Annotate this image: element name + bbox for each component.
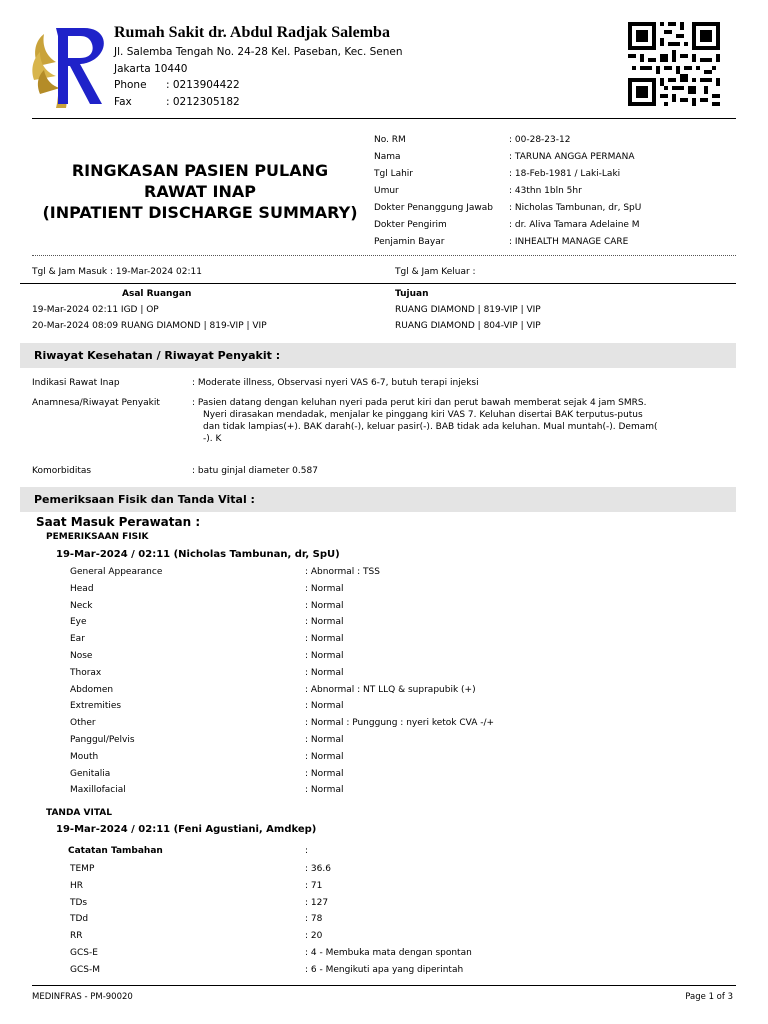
pemeriksaan-header-text: Pemeriksaan Fisik dan Tanda Vital : — [34, 493, 255, 506]
tanda-vital-date: 19-Mar-2024 / 02:11 (Feni Agustiani, Amdkep) — [56, 824, 317, 835]
riwayat-section-header — [20, 343, 736, 368]
vital-item-label: RR — [70, 931, 83, 942]
vital-item-label: GCS-E — [70, 948, 98, 958]
komorbid-value: : batu ginjal diameter 0.587 — [192, 466, 318, 476]
document-title — [30, 160, 370, 223]
vital-item-label: TDd — [70, 914, 89, 925]
vital-item-value: : 36.6 — [305, 864, 331, 874]
fisik-item-value: : Normal : Punggung : nyeri ketok CVA -/+ — [305, 718, 495, 729]
title-line1: RINGKASAN PASIEN PULANG — [71, 161, 329, 180]
hospital-phone-row — [114, 77, 514, 94]
patient-payer-value: : INHEALTH MANAGE CARE — [509, 237, 629, 247]
fisik-item-value: : Normal — [305, 667, 344, 678]
komorbid-label: Komorbiditas — [32, 466, 92, 476]
catatan-tambahan-value: : — [305, 846, 309, 856]
fisik-item-value: : Normal — [305, 701, 344, 712]
tujuan-row-2: RUANG DIAMOND | 804-VIP | VIP — [395, 321, 541, 331]
footer-page-number: Page 1 of 3 — [685, 992, 733, 1002]
patient-name-label: Nama — [374, 152, 401, 162]
patient-dob-value: : 18-Feb-1981 / Laki-Laki — [509, 169, 621, 179]
anamnesa-line-3: dan tidak lampias(+). BAK darah(-), keluar pasir(-). BAB tidak ada keluhan. Mual muntah(-). Demam( — [203, 422, 658, 432]
tujuan-row-1: RUANG DIAMOND | 819-VIP | VIP — [395, 305, 541, 315]
fisik-item-label: Neck — [70, 600, 93, 611]
anamnesa-line-4: -). K — [203, 434, 222, 444]
vital-list — [70, 864, 720, 982]
fisik-item-label: Mouth — [70, 751, 99, 762]
fisik-item-label: Panggul/Pelvis — [70, 735, 135, 745]
fisik-item-label: Thorax — [70, 667, 102, 678]
catatan-tambahan-label: Catatan Tambahan — [68, 846, 163, 856]
fisik-item-value: : Normal — [305, 768, 344, 779]
patient-rm-label: No. RM — [374, 135, 406, 145]
saat-masuk-heading: Saat Masuk Perawatan : — [36, 515, 201, 529]
phone-value: : 0213904422 — [166, 79, 240, 91]
footer-divider — [32, 985, 736, 986]
fisik-item-value: : Abnormal : TSS — [305, 567, 380, 577]
vital-item-label: TEMP — [70, 864, 95, 874]
fax-value: : 0212305182 — [166, 95, 240, 108]
fisik-item-value: : Normal — [305, 583, 344, 594]
patient-age-label: Umur — [374, 186, 399, 196]
vital-item-value: : 78 — [305, 914, 323, 925]
fisik-item-value: : Normal — [305, 735, 344, 745]
patient-age-value: : 43thn 1bln 5hr — [509, 186, 582, 196]
fisik-item-value: : Normal — [305, 751, 344, 762]
tujuan-header: Tujuan — [395, 289, 429, 299]
vital-item-value: : 6 - Mengikuti apa yang diperintah — [305, 964, 464, 975]
dotted-divider — [32, 255, 736, 256]
vital-item-label: HR — [70, 880, 84, 891]
fisik-item-label: Maxillofacial — [70, 785, 126, 796]
fisik-item-value: : Normal — [305, 651, 344, 661]
hospital-fax-row — [114, 94, 514, 111]
fisik-item-label: Abdomen — [70, 684, 114, 695]
asal-row-2: 20-Mar-2024 08:09 RUANG DIAMOND | 819-VIP | VIP — [32, 321, 267, 331]
footer-form-code: MEDINFRAS - PM-90020 — [32, 992, 133, 1002]
vital-item-value: : 127 — [305, 897, 329, 908]
patient-payer-label: Penjamin Bayar — [374, 237, 445, 247]
title-line2: RAWAT INAP — [144, 182, 256, 201]
fisik-item-value: : Normal — [305, 617, 344, 628]
fisik-item-label: Head — [70, 583, 94, 594]
admission-out: Tgl & Jam Keluar : — [395, 267, 476, 277]
fisik-item-label: Eye — [70, 617, 87, 628]
fisik-item-label: Ear — [70, 634, 85, 645]
admission-divider — [20, 283, 736, 284]
hospital-address-line1: Jl. Salemba Tengah No. 24-28 Kel. Paseban, Kec. Senen — [114, 46, 403, 58]
fisik-item-value: : Normal — [305, 600, 344, 611]
fisik-item-label: Genitalia — [70, 768, 111, 779]
anamnesa-line-1: : Pasien datang dengan keluhan nyeri pada perut kiri dan perut bawah memberat sejak 4 jam SMRS. — [192, 398, 647, 408]
patient-dpjp-label: Dokter Penanggung Jawab — [374, 203, 494, 213]
patient-dpjp-value: : Nicholas Tambunan, dr, SpU — [509, 203, 642, 213]
indikasi-value: : Moderate illness, Observasi nyeri VAS 6-7, butuh terapi injeksi — [192, 378, 479, 388]
fisik-item-label: Extremities — [70, 701, 122, 712]
asal-row-1: 19-Mar-2024 02:11 IGD | OP — [32, 305, 159, 315]
header-divider — [32, 118, 736, 119]
fisik-item-label: Other — [70, 718, 96, 729]
indikasi-label: Indikasi Rawat Inap — [32, 378, 120, 388]
fax-label: Fax — [114, 95, 132, 108]
pemeriksaan-fisik-date: 19-Mar-2024 / 02:11 (Nicholas Tambunan, dr, SpU) — [56, 549, 340, 560]
anamnesa-label: Anamnesa/Riwayat Penyakit — [32, 398, 160, 408]
hospital-address-line2: Jakarta 10440 — [114, 62, 188, 75]
hospital-logo — [30, 22, 112, 110]
patient-dob-label: Tgl Lahir — [374, 169, 414, 179]
vital-item-value: : 20 — [305, 931, 323, 942]
vital-item-value: : 4 - Membuka mata dengan spontan — [305, 948, 472, 958]
patient-rm-value: : 00-28-23-12 — [509, 135, 571, 145]
asal-ruangan-header: Asal Ruangan — [122, 289, 192, 299]
pemeriksaan-fisik-title: PEMERIKSAAN FISIK — [46, 532, 149, 542]
pemeriksaan-section-header — [20, 487, 736, 512]
logo-mark — [30, 22, 112, 110]
fisik-item-value: : Abnormal : NT LLQ & suprapubik (+) — [305, 684, 476, 695]
qr-code-icon — [628, 22, 720, 106]
fisik-item-label: General Appearance — [70, 567, 163, 577]
riwayat-header-text: Riwayat Kesehatan / Riwayat Penyakit : — [34, 349, 281, 362]
fisik-item-value: : Normal — [305, 785, 344, 796]
title-line3: (INPATIENT DISCHARGE SUMMARY) — [42, 203, 358, 222]
phone-label: Phone — [114, 79, 147, 91]
tanda-vital-title: TANDA VITAL — [46, 808, 112, 818]
vital-item-label: TDs — [70, 897, 88, 908]
hospital-name: Rumah Sakit dr. Abdul Radjak Salemba — [114, 24, 390, 41]
patient-referrer-value: : dr. Aliva Tamara Adelaine M — [509, 220, 640, 230]
fisik-item-value: : Normal — [305, 634, 344, 645]
anamnesa-line-2: Nyeri dirasakan mendadak, menjalar ke pinggang kiri VAS 7. Keluhan disertai BAK terputus-putus — [203, 410, 643, 420]
fisik-item-label: Nose — [70, 651, 93, 661]
vital-item-label: GCS-M — [70, 964, 100, 975]
fisik-list — [70, 567, 720, 803]
patient-name-value: : TARUNA ANGGA PERMANA — [509, 152, 635, 162]
vital-item-value: : 71 — [305, 880, 323, 891]
admission-in: Tgl & Jam Masuk : 19-Mar-2024 02:11 — [32, 267, 202, 277]
patient-referrer-label: Dokter Pengirim — [374, 220, 447, 230]
